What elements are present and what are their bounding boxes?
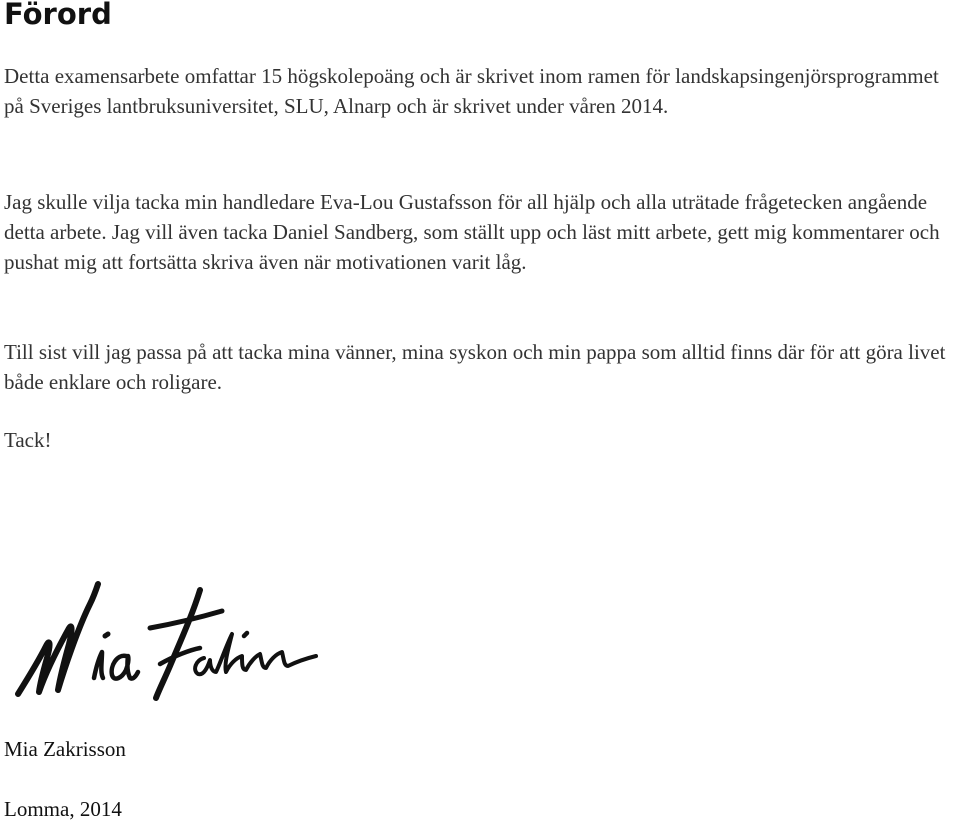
author-name: Mia Zakrisson — [4, 737, 126, 761]
paragraph-intro: Detta examensarbete omfattar 15 högskolepoäng och är skrivet inom ramen för landskapsingenjörsprogrammet på Sveriges lantbruksuniversitet, SLU, Alnarp och är skrivet under våren 2014. — [4, 64, 939, 118]
handwritten-signature — [6, 566, 326, 711]
paragraph-family: Till sist vill jag passa på att tacka mina vänner, mina syskon och min pappa som alltid finns där för att göra livet både enklare och roligare. — [4, 340, 946, 394]
page-title: Förord — [4, 0, 112, 31]
place-date: Lomma, 2014 — [4, 797, 122, 821]
paragraph-closing: Tack! — [4, 428, 52, 452]
paragraph-thanks: Jag skulle vilja tacka min handledare Eva-Lou Gustafsson för all hjälp och alla uträtade frågetecken angående detta arbete. Jag vill även tacka Daniel Sandberg, som ställt upp och läst mitt arbete, gett mig kommentarer och pushat mig att fortsätta skriva även när motivationen varit låg. — [4, 190, 940, 274]
